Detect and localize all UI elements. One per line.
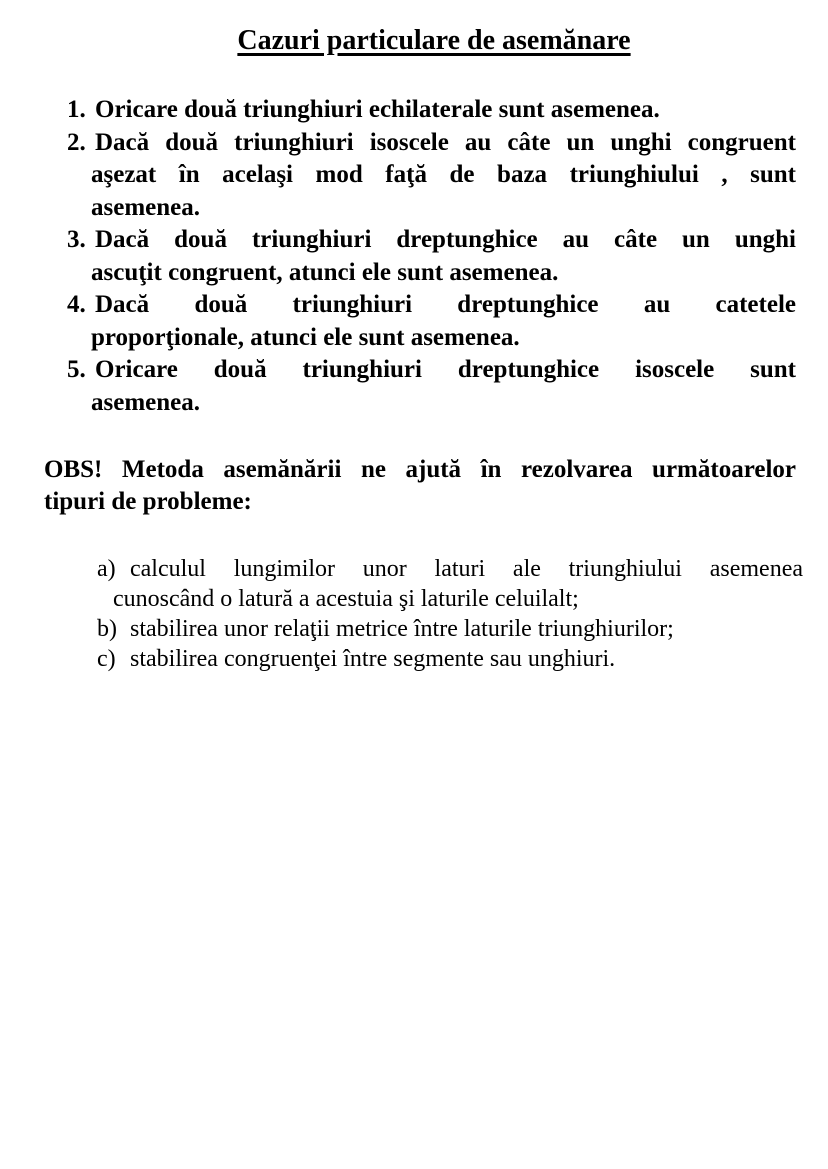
item-line	[97, 644, 803, 674]
item-line	[67, 127, 796, 160]
page-title	[0, 0, 828, 59]
lettered-item-a	[97, 554, 803, 614]
item-marker: 4.	[67, 291, 86, 318]
item-marker: 3.	[67, 226, 86, 253]
item-line	[97, 554, 803, 584]
lettered-list	[97, 554, 803, 674]
lettered-item-c	[97, 644, 803, 674]
item-marker: 1.	[67, 96, 86, 123]
item-line	[97, 614, 803, 644]
obs-line: OBS! Metoda asemănării ne ajută în rezolvarea următoarelor	[44, 456, 796, 483]
obs-note	[44, 454, 796, 518]
item-marker: b)	[97, 616, 117, 642]
item-line	[67, 289, 796, 322]
item-line: asemenea.	[91, 193, 200, 221]
lettered-item-b	[97, 614, 803, 644]
item-line: aşezat în acelaşi mod faţă de baza triunghiului , sunt	[91, 161, 796, 188]
numbered-item-2	[67, 127, 796, 225]
item-line: proporţionale, atunci ele sunt asemenea.	[91, 323, 520, 351]
numbered-item-5	[67, 354, 796, 419]
item-text: calculul lungimilor unor laturi ale triunghiului asemenea	[130, 556, 803, 582]
numbered-item-3	[67, 224, 796, 289]
item-text: Oricare două triunghiuri echilaterale sunt asemenea.	[95, 96, 660, 123]
item-line	[67, 94, 796, 127]
item-line: asemenea.	[91, 388, 200, 416]
item-text: Dacă două triunghiuri dreptunghice au catetele	[95, 291, 796, 318]
item-text: Oricare două triunghiuri dreptunghice isoscele sunt	[95, 356, 796, 383]
item-text: stabilirea congruenţei între segmente sau unghiuri.	[130, 646, 616, 672]
obs-line: tipuri de probleme:	[44, 488, 252, 515]
item-marker: 5.	[67, 356, 86, 383]
numbered-list	[0, 94, 828, 419]
item-marker: a)	[97, 556, 116, 582]
numbered-item-4	[67, 289, 796, 354]
item-line: ascuţit congruent, atunci ele sunt asemenea.	[91, 258, 559, 286]
numbered-item-1	[67, 94, 796, 127]
item-line: cunoscând o latură a acestuia şi laturile celuilalt;	[113, 586, 579, 612]
title-text: Cazuri particulare de asemănare	[237, 25, 631, 56]
item-marker: c)	[97, 646, 116, 672]
item-line	[67, 224, 796, 257]
item-text: Dacă două triunghiuri isoscele au câte un unghi congruent	[95, 128, 796, 156]
item-text: Dacă două triunghiuri dreptunghice au câte un unghi	[95, 226, 796, 253]
item-line	[67, 354, 796, 387]
item-text: stabilirea unor relaţii metrice între laturile triunghiurilor;	[130, 616, 674, 642]
item-marker: 2.	[67, 128, 86, 156]
